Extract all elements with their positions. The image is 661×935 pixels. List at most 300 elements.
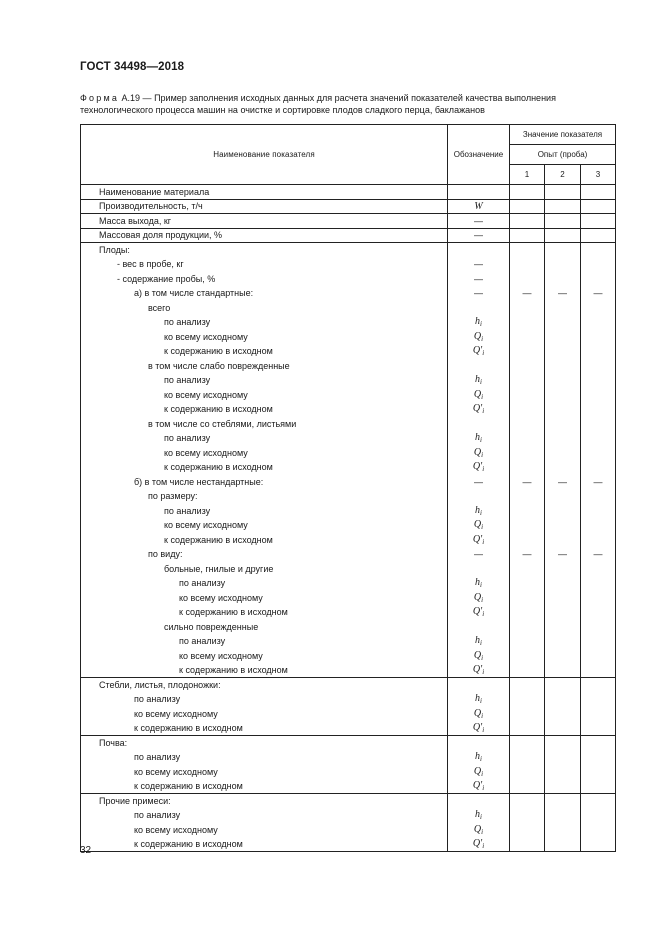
trial-value-1 [510, 315, 545, 330]
trial-value-3 [581, 199, 616, 214]
trial-value-1 [510, 576, 545, 591]
table-row [81, 243, 616, 258]
indicator-name: по анализу [81, 504, 448, 519]
indicator-symbol [448, 707, 510, 722]
trial-value-3 [581, 315, 616, 330]
trial-value-1 [510, 765, 545, 780]
trial-value-2 [545, 301, 581, 316]
header-trial-2: 2 [545, 165, 581, 185]
trial-value-3 [581, 301, 616, 316]
trial-value-3 [581, 794, 616, 809]
symbol-subscript: i [481, 595, 484, 604]
trial-value-2 [545, 373, 581, 388]
trial-value-2 [545, 779, 581, 794]
trial-value-2 [545, 562, 581, 577]
trial-value-3 [581, 663, 616, 678]
symbol-letter: Q [473, 649, 482, 661]
trial-value-2 [545, 330, 581, 345]
trial-value-1 [510, 823, 545, 838]
table-row [81, 823, 616, 838]
trial-value-1 [510, 692, 545, 707]
symbol-letter: — [474, 259, 483, 270]
table-row [81, 547, 616, 562]
symbol-letter: — [474, 215, 483, 226]
indicator-symbol [448, 750, 510, 765]
trial-value-1 [510, 373, 545, 388]
table-row [81, 562, 616, 577]
trial-value-2 [545, 576, 581, 591]
trial-value-1 [510, 504, 545, 519]
table-row [81, 402, 616, 417]
indicator-symbol [448, 620, 510, 635]
table-row [81, 344, 616, 359]
indicator-symbol [448, 286, 510, 301]
symbol-letter: Q' [472, 838, 483, 849]
trial-value-3: — [581, 286, 616, 301]
indicator-name: всего [81, 301, 448, 316]
trial-value-1 [510, 707, 545, 722]
trial-value-2 [545, 504, 581, 519]
indicator-name: к содержанию в исходном [81, 344, 448, 359]
table-row [81, 228, 616, 243]
indicator-symbol [448, 576, 510, 591]
table-row [81, 794, 616, 809]
indicator-name: больные, гнилые и другие [81, 562, 448, 577]
trial-value-2 [545, 750, 581, 765]
indicator-name: - вес в пробе, кг [81, 257, 448, 272]
table-row [81, 663, 616, 678]
trial-value-3 [581, 721, 616, 736]
trial-value-1 [510, 228, 545, 243]
symbol-letter: — [474, 288, 483, 299]
trial-value-3 [581, 489, 616, 504]
symbol-letter: — [474, 230, 483, 241]
symbol-subscript: i [482, 349, 485, 358]
trial-value-1 [510, 620, 545, 635]
symbol-subscript: i [481, 334, 484, 343]
trial-value-1 [510, 185, 545, 200]
trial-value-1 [510, 779, 545, 794]
indicator-symbol [448, 359, 510, 374]
trial-value-1 [510, 721, 545, 736]
trial-value-2 [545, 460, 581, 475]
indicator-symbol [448, 214, 510, 229]
symbol-subscript: i [481, 653, 484, 662]
indicator-name: по анализу [81, 576, 448, 591]
trial-value-3 [581, 518, 616, 533]
indicator-symbol [448, 562, 510, 577]
symbol-letter: Q' [472, 345, 483, 357]
trial-value-2 [545, 185, 581, 200]
table-row [81, 736, 616, 751]
symbol-letter: Q [473, 765, 482, 777]
trial-value-2 [545, 272, 581, 287]
indicator-name: ко всему исходному [81, 330, 448, 345]
symbol-subscript: i [481, 769, 484, 778]
indicator-name: ко всему исходному [81, 765, 448, 780]
trial-value-2 [545, 431, 581, 446]
symbol-subscript: i [482, 842, 485, 850]
trial-value-3 [581, 504, 616, 519]
indicator-name: по анализу [81, 315, 448, 330]
table-row [81, 837, 616, 852]
indicator-name: к содержанию в исходном [81, 533, 448, 548]
trial-value-2 [545, 707, 581, 722]
symbol-letter: Q [473, 591, 482, 603]
symbol-letter: — [474, 476, 483, 487]
trial-value-1 [510, 388, 545, 403]
symbol-letter: h [475, 577, 481, 589]
trial-value-3 [581, 533, 616, 548]
trial-value-3 [581, 823, 616, 838]
indicator-name: по анализу [81, 373, 448, 388]
table-row [81, 692, 616, 707]
trial-value-2 [545, 823, 581, 838]
trial-value-1 [510, 605, 545, 620]
indicator-name: - содержание пробы, % [81, 272, 448, 287]
trial-value-1 [510, 257, 545, 272]
indicator-symbol [448, 330, 510, 345]
indicator-name: к содержанию в исходном [81, 779, 448, 794]
indicator-symbol [448, 808, 510, 823]
trial-value-2 [545, 794, 581, 809]
trial-value-3 [581, 359, 616, 374]
indicator-name: ко всему исходному [81, 823, 448, 838]
indicator-name: Масса выхода, кг [81, 214, 448, 229]
trial-value-2 [545, 591, 581, 606]
trial-value-3 [581, 692, 616, 707]
trial-value-2 [545, 257, 581, 272]
trial-value-3 [581, 446, 616, 461]
form-word: Форма [80, 93, 120, 103]
symbol-letter: Q' [472, 461, 483, 473]
trial-value-2 [545, 228, 581, 243]
trial-value-2 [545, 489, 581, 504]
table-row [81, 678, 616, 693]
symbol-letter: Q' [472, 606, 483, 618]
trial-value-3 [581, 837, 616, 852]
trial-value-1 [510, 431, 545, 446]
trial-value-3 [581, 678, 616, 693]
table-row [81, 388, 616, 403]
table-row [81, 301, 616, 316]
trial-value-1 [510, 663, 545, 678]
trial-value-1: — [510, 547, 545, 562]
trial-value-1 [510, 272, 545, 287]
table-row [81, 605, 616, 620]
trial-value-1 [510, 808, 545, 823]
table-row [81, 779, 616, 794]
trial-value-2 [545, 649, 581, 664]
symbol-letter: Q [473, 388, 482, 400]
indicator-name: по размеру: [81, 489, 448, 504]
trial-value-3 [581, 402, 616, 417]
trial-value-2 [545, 634, 581, 649]
table-row [81, 489, 616, 504]
form-caption [80, 92, 615, 116]
table-row [81, 214, 616, 229]
trial-value-3 [581, 417, 616, 432]
indicator-name: Почва: [81, 736, 448, 751]
trial-value-3 [581, 330, 616, 345]
indicator-name: Массовая доля продукции, % [81, 228, 448, 243]
trial-value-1 [510, 736, 545, 751]
trial-value-1 [510, 243, 545, 258]
trial-value-3 [581, 576, 616, 591]
indicator-symbol [448, 388, 510, 403]
symbol-subscript: i [480, 320, 482, 329]
header-trial-1: 1 [510, 165, 545, 185]
symbol-subscript: i [481, 392, 484, 401]
indicator-symbol [448, 446, 510, 461]
symbol-subscript: i [482, 610, 485, 619]
symbol-letter: Q' [472, 533, 483, 545]
trial-value-3 [581, 605, 616, 620]
symbol-subscript: i [480, 755, 482, 764]
indicator-name: в том числе слабо поврежденные [81, 359, 448, 374]
indicator-symbol [448, 185, 510, 200]
indicator-symbol [448, 518, 510, 533]
indicator-name: к содержанию в исходном [81, 460, 448, 475]
trial-value-1 [510, 460, 545, 475]
table-row [81, 721, 616, 736]
trial-value-2 [545, 605, 581, 620]
table-row [81, 315, 616, 330]
symbol-subscript: i [480, 697, 482, 706]
symbol-subscript: i [481, 827, 484, 836]
trial-value-3 [581, 388, 616, 403]
symbol-letter: Q' [472, 664, 483, 675]
indicator-symbol [448, 649, 510, 664]
indicator-symbol [448, 257, 510, 272]
indicator-symbol [448, 765, 510, 780]
symbol-letter: W [474, 200, 483, 212]
symbol-letter: Q' [472, 780, 483, 791]
trial-value-1 [510, 446, 545, 461]
indicator-name: к содержанию в исходном [81, 605, 448, 620]
indicator-symbol [448, 402, 510, 417]
table-row [81, 460, 616, 475]
indicator-symbol [448, 301, 510, 316]
trial-value-2 [545, 388, 581, 403]
indicator-symbol [448, 837, 510, 852]
indicator-name: ко всему исходному [81, 388, 448, 403]
symbol-letter: Q [473, 330, 482, 342]
symbol-subscript: i [482, 784, 485, 792]
table-row [81, 620, 616, 635]
indicator-name: ко всему исходному [81, 707, 448, 722]
trial-value-1 [510, 359, 545, 374]
symbol-letter: h [475, 504, 481, 516]
symbol-letter: h [475, 809, 481, 821]
indicator-symbol [448, 373, 510, 388]
trial-value-2 [545, 721, 581, 736]
indicator-symbol [448, 272, 510, 287]
trial-value-2 [545, 765, 581, 780]
trial-value-3 [581, 562, 616, 577]
trial-value-1 [510, 533, 545, 548]
trial-value-3: — [581, 475, 616, 490]
trial-value-1 [510, 634, 545, 649]
symbol-letter: Q [473, 519, 482, 531]
indicator-symbol [448, 460, 510, 475]
table-row [81, 504, 616, 519]
page-number: 32 [80, 845, 92, 856]
trial-value-1 [510, 301, 545, 316]
trial-value-1: — [510, 286, 545, 301]
indicator-name: по анализу [81, 692, 448, 707]
symbol-subscript: i [482, 465, 485, 474]
indicator-name: Наименование материала [81, 185, 448, 200]
table-row [81, 707, 616, 722]
trial-value-1 [510, 794, 545, 809]
indicator-name: ко всему исходному [81, 518, 448, 533]
trial-value-2 [545, 663, 581, 678]
table-row [81, 765, 616, 780]
trial-value-2 [545, 678, 581, 693]
indicator-symbol [448, 228, 510, 243]
indicator-symbol [448, 417, 510, 432]
indicator-name: Плоды: [81, 243, 448, 258]
trial-value-1 [510, 649, 545, 664]
indicator-name: по анализу [81, 808, 448, 823]
table-row [81, 431, 616, 446]
trial-value-1 [510, 417, 545, 432]
standard-title: ГОСТ 34498—2018 [80, 61, 185, 73]
table-row [81, 591, 616, 606]
trial-value-1 [510, 562, 545, 577]
trial-value-3 [581, 634, 616, 649]
trial-value-1 [510, 489, 545, 504]
symbol-letter: Q [473, 446, 482, 458]
trial-value-1 [510, 199, 545, 214]
indicator-symbol [448, 243, 510, 258]
indicator-symbol [448, 663, 510, 678]
indicator-name: ко всему исходному [81, 446, 448, 461]
indicator-symbol [448, 504, 510, 519]
symbol-subscript: i [480, 813, 482, 822]
trial-value-3 [581, 373, 616, 388]
header-trial: Опыт (проба) [510, 145, 616, 165]
indicator-symbol [448, 489, 510, 504]
trial-value-3 [581, 243, 616, 258]
indicator-symbol [448, 678, 510, 693]
trial-value-2 [545, 417, 581, 432]
table-row [81, 272, 616, 287]
trial-value-2 [545, 620, 581, 635]
symbol-subscript: i [481, 711, 484, 720]
symbol-letter: h [475, 751, 481, 763]
trial-value-3 [581, 185, 616, 200]
trial-value-1 [510, 402, 545, 417]
table-row [81, 185, 616, 200]
table-row [81, 649, 616, 664]
indicator-name: Стебли, листья, плодоножки: [81, 678, 448, 693]
table-row [81, 446, 616, 461]
indicator-name: к содержанию в исходном [81, 663, 448, 678]
table-row [81, 634, 616, 649]
symbol-letter: — [474, 549, 483, 560]
indicator-name: к содержанию в исходном [81, 721, 448, 736]
trial-value-3 [581, 591, 616, 606]
indicator-symbol [448, 692, 510, 707]
trial-value-3 [581, 707, 616, 722]
symbol-subscript: i [482, 668, 485, 676]
symbol-subscript: i [480, 508, 482, 517]
trial-value-1 [510, 591, 545, 606]
symbol-letter: Q [473, 707, 482, 719]
symbol-letter: h [475, 374, 481, 386]
indicator-symbol [448, 794, 510, 809]
indicator-symbol [448, 533, 510, 548]
indicator-name: по анализу [81, 431, 448, 446]
trial-value-3 [581, 649, 616, 664]
trial-value-2 [545, 446, 581, 461]
trial-value-2 [545, 692, 581, 707]
symbol-subscript: i [480, 639, 482, 648]
indicator-symbol [448, 344, 510, 359]
trial-value-3 [581, 257, 616, 272]
table-row [81, 750, 616, 765]
indicator-symbol [448, 721, 510, 736]
trial-value-2 [545, 837, 581, 852]
indicator-symbol [448, 605, 510, 620]
trial-value-3 [581, 620, 616, 635]
header-indicator-name: Наименование показателя [81, 125, 448, 185]
trial-value-2 [545, 315, 581, 330]
indicator-name: по виду: [81, 547, 448, 562]
trial-value-2 [545, 736, 581, 751]
trial-value-3 [581, 750, 616, 765]
trial-value-1 [510, 750, 545, 765]
header-trial-3: 3 [581, 165, 616, 185]
trial-value-2: — [545, 286, 581, 301]
indicator-name: Производительность, т/ч [81, 199, 448, 214]
symbol-subscript: i [480, 378, 482, 387]
table-row [81, 475, 616, 490]
indicator-name: по анализу [81, 750, 448, 765]
trial-value-3 [581, 779, 616, 794]
symbol-subscript: i [482, 726, 485, 734]
trial-value-2 [545, 214, 581, 229]
indicator-name: по анализу [81, 634, 448, 649]
header-symbol: Обозначение [448, 125, 510, 185]
table-row [81, 257, 616, 272]
trial-value-3 [581, 765, 616, 780]
indicator-symbol [448, 315, 510, 330]
indicator-symbol [448, 736, 510, 751]
trial-value-1: — [510, 475, 545, 490]
symbol-subscript: i [480, 581, 482, 590]
trial-value-2 [545, 808, 581, 823]
header-value: Значение показателя [510, 125, 616, 145]
indicator-symbol [448, 779, 510, 794]
table-row [81, 373, 616, 388]
symbol-subscript: i [481, 450, 484, 459]
trial-value-1 [510, 214, 545, 229]
symbol-letter: Q [473, 823, 482, 835]
indicators-table [80, 124, 616, 852]
indicator-name: Прочие примеси: [81, 794, 448, 809]
table-row [81, 330, 616, 345]
table-row [81, 286, 616, 301]
trial-value-1 [510, 330, 545, 345]
symbol-subscript: i [482, 537, 485, 546]
symbol-letter: h [475, 316, 481, 328]
table-row [81, 576, 616, 591]
indicator-symbol [448, 823, 510, 838]
trial-value-3 [581, 431, 616, 446]
